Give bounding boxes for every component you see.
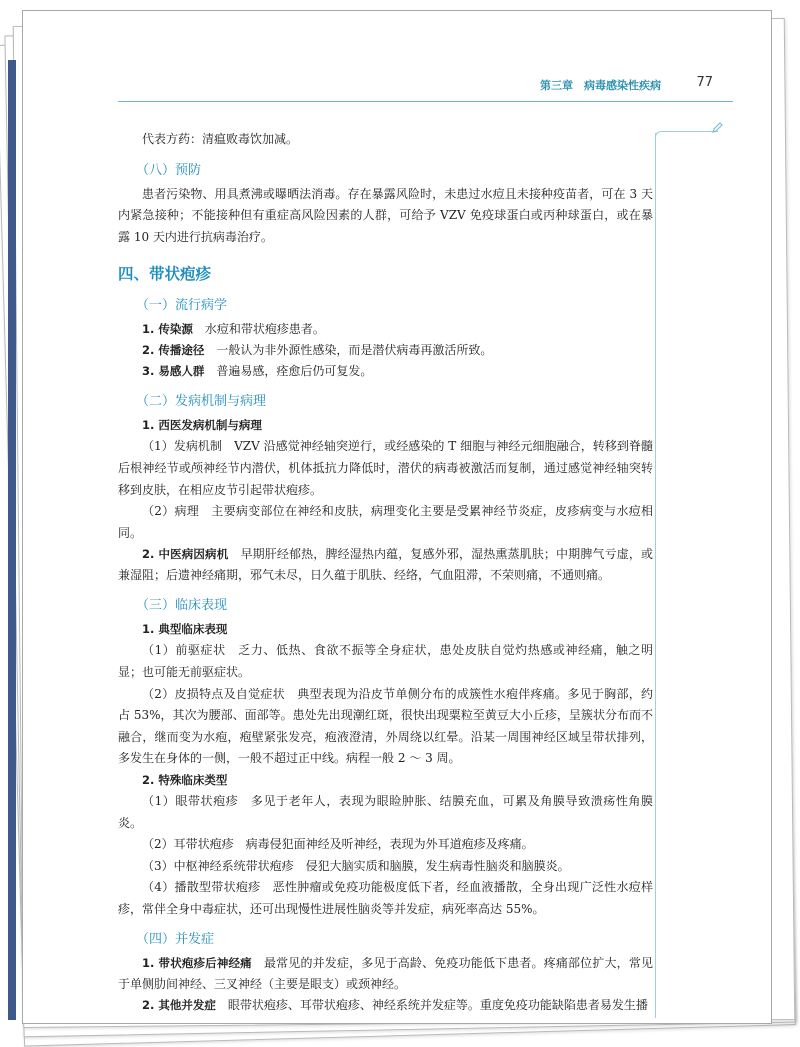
item-text: 水痘和带状疱疹患者。 [192, 322, 325, 337]
eye-paragraph: （1）眼带状疱疹 多见于老年人，表现为眼睑肿胀、结膜充血，可累及角膜导致溃疡性角膜炎。 [118, 793, 653, 830]
item-lead: 1. 典型临床表现 [142, 622, 228, 637]
book-page [22, 10, 772, 1024]
item-text: 最常见的并发症，多见于高龄、免疫功能低下患者。疼痛部位扩大，常见于单侧肋间神经、三叉神经（主要是眼支）或颈神经。 [118, 956, 653, 992]
item-lead: 3. 易感人群 [142, 364, 205, 379]
book-spine [8, 60, 16, 1020]
item-text: 普遍易感，痊愈后仍可复发。 [204, 364, 373, 379]
formula-paragraph: 代表方药：清瘟败毒饮加减。 [142, 132, 299, 146]
prodrome-paragraph: （1）前驱症状 乏力、低热、食欲不振等全身症状，患处皮肤自觉灼热感或神经痛，触之明显；也可能无前驱症状。 [118, 643, 653, 679]
list-item [118, 953, 653, 995]
list-item [118, 544, 653, 586]
margin-note-bracket [655, 131, 718, 140]
pathology-paragraph: （2）病理 主要病变部位在神经和皮肤，病理变化主要是受累神经节炎症，皮疹病变与水痘相同。 [118, 504, 653, 540]
item-lead: 2. 中医病因病机 [142, 547, 229, 562]
list-item [118, 415, 653, 436]
item-lead: 1. 带状疱疹后神经痛 [142, 956, 252, 971]
subheading-prevention: （八）预防 [136, 162, 202, 178]
item-lead: 2. 其他并发症 [142, 998, 216, 1013]
list-item [118, 319, 653, 340]
cns-paragraph: （3）中枢神经系统带状疱疹 侵犯大脑实质和脑膜，发生病毒性脑炎和脑膜炎。 [142, 858, 570, 873]
item-text: 一般认为非外源性感染，而是潜伏病毒再激活所致。 [204, 343, 493, 358]
section-heading: 四、带状疱疹 [118, 265, 212, 284]
chapter-title: 第三章 病毒感染性疾病 [540, 79, 661, 92]
list-item [118, 995, 653, 1016]
item-lead: 1. 西医发病机制与病理 [142, 418, 262, 433]
header-rule [118, 101, 733, 102]
ear-paragraph: （2）耳带状疱疹 病毒侵犯面神经及听神经，表现为外耳道疱疹及疼痛。 [142, 837, 534, 852]
item-lead: 2. 传播途径 [142, 343, 205, 358]
list-item [118, 361, 653, 382]
subheading-clinical: （三）临床表现 [136, 598, 228, 614]
page-number: 77 [696, 75, 713, 90]
subheading-pathogenesis: （二）发病机制与病理 [136, 394, 267, 410]
list-item [118, 340, 653, 361]
item-text: 早期肝经郁热，脾经湿热内蕴，复感外邪，湿热熏蒸肌肤；中期脾气亏虚，或兼湿阻；后遗神经痛期，邪气未尽，日久蕴于肌肤、经络，气血阻滞，不荣则痛，不通则痛。 [118, 547, 653, 583]
item-text: 眼带状疱疹、耳带状疱疹、神经系统并发症等。重度免疫功能缺陷患者易发生播 [215, 998, 648, 1013]
list-item [118, 770, 653, 791]
mechanism-paragraph: （1）发病机制 VZV 沿感觉神经轴突逆行，或经感染的 T 细胞与神经元细胞融合，转移到脊髓后根神经节或颅神经节内潜伏，机体抵抗力降低时，潜伏的病毒被激活而复制，通过感觉神经轴突转移到皮肤，在相应皮节引起带状疱疹。 [118, 439, 653, 497]
rash-paragraph: （2）皮损特点及自觉症状 典型表现为沿皮节单侧分布的成簇性水疱伴疼痛。多见于胸部，约占 53%，其次为腰部、面部等。患处先出现潮红斑，很快出现粟粒至黄豆大小丘疹，呈簇状分布而不融合，继而变为水疱，疱壁紧张发亮，疱液澄清，外周绕以红晕。沿某一周围神经区域呈带状排列，多发生在身体的一侧，一般不超过正中线。病程一般 2 ～ 3 周。 [118, 686, 653, 766]
page-body [118, 129, 653, 1016]
pencil-icon [711, 122, 723, 134]
margin-note-line [655, 133, 656, 1018]
item-lead: 2. 特殊临床类型 [142, 772, 228, 787]
prevention-paragraph: 患者污染物、用具煮沸或曝晒法消毒。存在暴露风险时，未患过水痘且未接种疫苗者，可在 3 天内紧急接种；不能接种但有重症高风险因素的人群，可给予 VZV 免疫球蛋白或丙种球蛋白，或在暴露 10 天内进行抗病毒治疗。 [118, 186, 653, 244]
list-item [118, 619, 653, 640]
item-lead: 1. 传染源 [142, 322, 193, 337]
running-header [23, 73, 731, 93]
disseminated-paragraph: （4）播散型带状疱疹 恶性肿瘤或免疫功能极度低下者，经血液播散，全身出现广泛性水痘样疹，常伴全身中毒症状，还可出现慢性进展性脑炎等并发症，病死率高达 55%。 [118, 880, 653, 916]
subheading-epidemiology: （一）流行病学 [136, 298, 228, 314]
subheading-complications: （四）并发症 [136, 932, 215, 948]
